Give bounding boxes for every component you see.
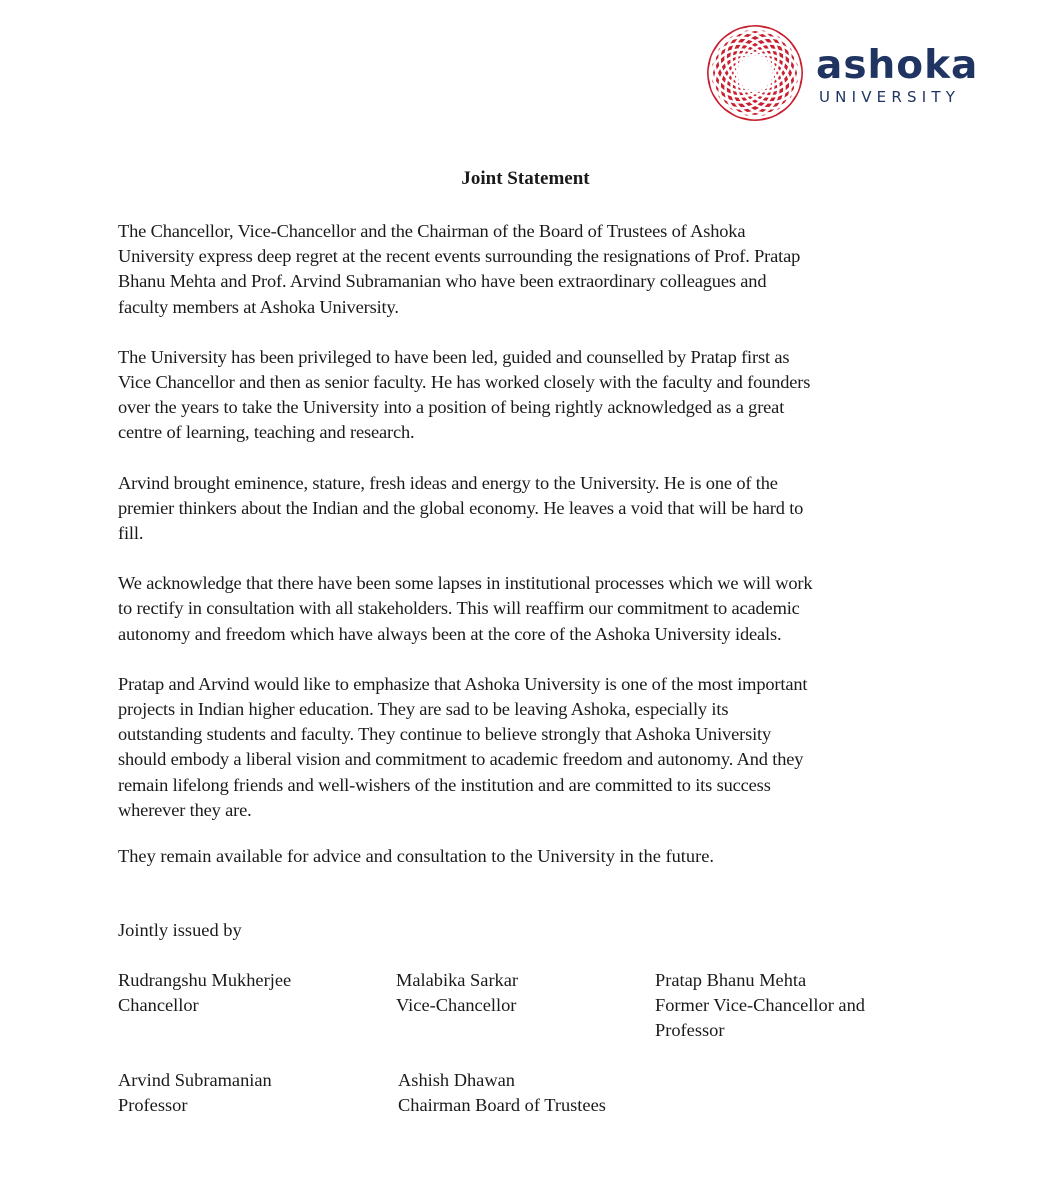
- signatory-name: Arvind Subramanian: [118, 1070, 272, 1090]
- signatory-title: Professor: [655, 1020, 725, 1040]
- text-line: outstanding students and faculty. They continue to believe strongly that Ashoka University: [118, 724, 772, 745]
- text-line: Arvind brought eminence, stature, fresh ideas and energy to the University. He is one of the: [118, 472, 778, 493]
- rosette-base: [707, 25, 803, 121]
- text-line: faculty members at Ashoka University.: [118, 296, 399, 317]
- signatory: [396, 968, 518, 1018]
- signatory-name: Rudrangshu Mukherjee: [118, 970, 292, 990]
- paragraph: [118, 345, 938, 446]
- university-logo: [706, 24, 996, 124]
- signatory: [118, 968, 291, 1018]
- text-line: over the years to take the University into a position of being rightly acknowledged as a great: [118, 397, 785, 418]
- paragraph: [118, 471, 938, 547]
- paragraph: [118, 571, 938, 647]
- text-line: should embody a liberal vision and commitment to academic freedom and autonomy. And they: [118, 749, 804, 770]
- text-line: Bhanu Mehta and Prof. Arvind Subramanian who have been extraordinary colleagues and: [118, 271, 767, 292]
- paragraph: [118, 219, 938, 320]
- paragraph: [118, 672, 938, 823]
- statement-body: [118, 219, 938, 848]
- text-line: centre of learning, teaching and research.: [118, 422, 415, 443]
- logo-wordmark: ashoka: [816, 43, 979, 88]
- signatory-title: Former Vice-Chancellor and: [655, 995, 865, 1015]
- rosette-emblem-icon: [706, 24, 804, 122]
- text-line: Pratap and Arvind would like to emphasize that Ashoka University is one of the most important: [118, 673, 808, 694]
- signatory-title: Vice-Chancellor: [396, 995, 517, 1015]
- signatory-name: Ashish Dhawan: [398, 1070, 515, 1090]
- text-line: The Chancellor, Vice-Chancellor and the Chairman of the Board of Trustees of Ashoka: [118, 221, 746, 241]
- signatory: [118, 1068, 272, 1118]
- signatory-title: Chancellor: [118, 995, 199, 1015]
- signatory: [398, 1068, 606, 1118]
- text-line: autonomy and freedom which have always been at the core of the Ashoka University ideals.: [118, 623, 782, 644]
- signatory-title: Professor: [118, 1095, 188, 1115]
- text-line: Vice Chancellor and then as senior faculty. He has worked closely with the faculty and founders: [118, 372, 811, 393]
- logo-subtitle: UNIVERSITY: [819, 88, 961, 106]
- closing-sentence: They remain available for advice and consultation to the University in the future.: [118, 846, 714, 866]
- text-line: The University has been privileged to have been led, guided and counselled by Pratap first as: [118, 346, 790, 367]
- signatory-name: Malabika Sarkar: [396, 970, 519, 990]
- signatory-title: Chairman Board of Trustees: [398, 1095, 606, 1115]
- signatory: [655, 968, 865, 1043]
- issued-by-label: Jointly issued by: [118, 920, 242, 940]
- text-line: We acknowledge that there have been some lapses in institutional processes which we will work: [118, 573, 813, 594]
- text-line: projects in Indian higher education. They are sad to be leaving Ashoka, especially its: [118, 699, 729, 720]
- text-line: remain lifelong friends and well-wishers of the institution and are committed to its success: [118, 774, 771, 795]
- signatory-name: Pratap Bhanu Mehta: [655, 970, 807, 990]
- text-line: wherever they are.: [118, 799, 252, 820]
- text-line: premier thinkers about the Indian and the global economy. He leaves a void that will be hard to: [118, 497, 804, 518]
- document-title: Joint Statement: [461, 168, 590, 189]
- text-line: fill.: [118, 523, 144, 544]
- text-line: University express deep regret at the recent events surrounding the resignations of Prof. Pratap: [118, 246, 801, 267]
- text-line: to rectify in consultation with all stakeholders. This will reaffirm our commitment to academic: [118, 598, 800, 619]
